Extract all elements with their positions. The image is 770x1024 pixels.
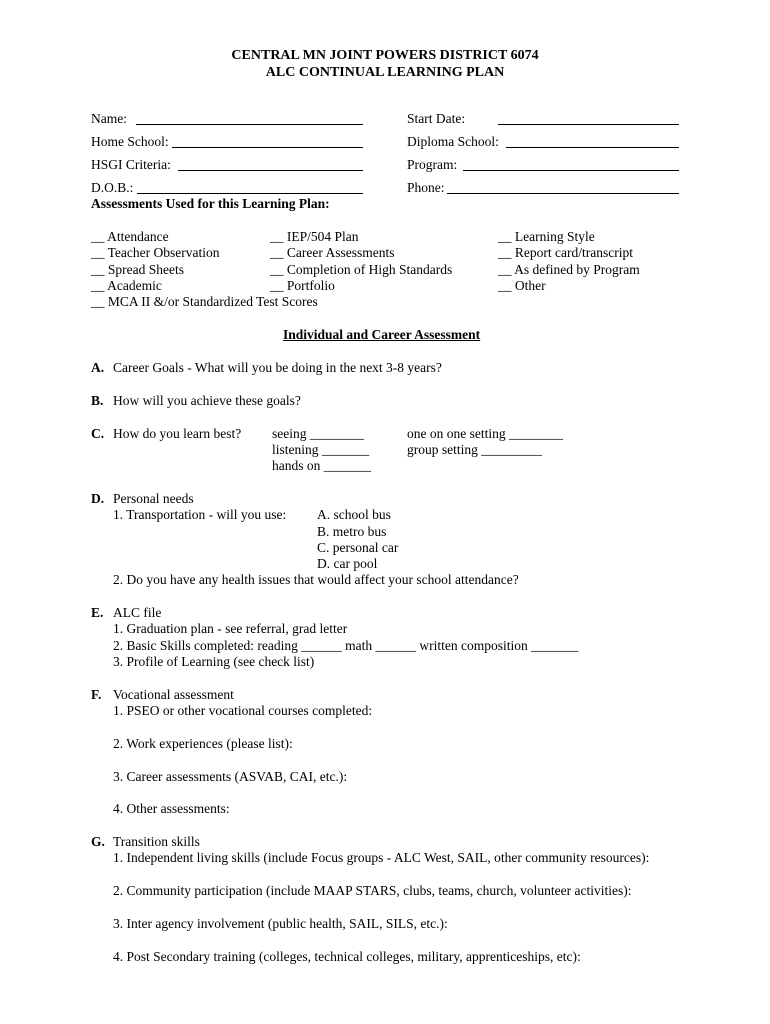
dob-field[interactable] — [137, 193, 363, 194]
item-e-letter: E. — [91, 605, 104, 620]
item-g3: 3. Inter agency involvement (public health, SAIL, SILS, etc.): — [113, 916, 448, 931]
diploma-school-label: Diploma School: — [407, 134, 499, 149]
document-title: CENTRAL MN JOINT POWERS DISTRICT 6074 — [231, 48, 539, 63]
assessments-heading: Assessments Used for this Learning Plan: — [91, 196, 330, 211]
item-f2: 2. Work experiences (please list): — [113, 736, 293, 751]
item-g-text: Transition skills — [113, 834, 200, 849]
transport-option-a: A. school bus — [317, 507, 391, 522]
program-label: Program: — [407, 157, 458, 172]
hsgi-label: HSGI Criteria: — [91, 157, 171, 172]
checkbox-iep-504[interactable]: __ IEP/504 Plan — [270, 229, 359, 244]
name-field[interactable] — [136, 124, 363, 125]
item-e1: 1. Graduation plan - see referral, grad letter — [113, 621, 348, 636]
dob-label: D.O.B.: — [91, 180, 134, 195]
item-f3: 3. Career assessments (ASVAB, CAI, etc.): — [113, 769, 348, 784]
transport-option-d: D. car pool — [317, 556, 378, 571]
learn-seeing[interactable]: seeing ________ — [272, 426, 364, 441]
transport-option-c: C. personal car — [317, 540, 399, 555]
item-f-letter: F. — [91, 687, 102, 702]
item-g1: 1. Independent living skills (include Focus groups - ALC West, SAIL, other community resources): — [113, 850, 650, 865]
learn-one-on-one[interactable]: one on one setting ________ — [407, 426, 563, 441]
checkbox-defined-by-program[interactable]: __ As defined by Program — [498, 262, 640, 277]
item-g-letter: G. — [91, 834, 105, 849]
learn-hands-on[interactable]: hands on _______ — [272, 458, 371, 473]
item-d-letter: D. — [91, 491, 105, 506]
name-label: Name: — [91, 111, 127, 126]
phone-field[interactable] — [447, 193, 679, 194]
item-d-text: Personal needs — [113, 491, 194, 506]
transport-option-b: B. metro bus — [317, 524, 387, 539]
section-heading: Individual and Career Assessment — [283, 327, 481, 342]
document-subtitle: ALC CONTINUAL LEARNING PLAN — [265, 65, 505, 80]
checkbox-report-card[interactable]: __ Report card/transcript — [498, 245, 633, 260]
item-d2: 2. Do you have any health issues that would affect your school attendance? — [113, 572, 519, 587]
item-e3: 3. Profile of Learning (see check list) — [113, 654, 315, 669]
item-f4: 4. Other assessments: — [113, 801, 230, 816]
checkbox-learning-style[interactable]: __ Learning Style — [498, 229, 595, 244]
checkbox-other[interactable]: __ Other — [498, 278, 546, 293]
checkbox-portfolio[interactable]: __ Portfolio — [270, 278, 335, 293]
checkbox-attendance[interactable]: __ Attendance — [91, 229, 169, 244]
item-d1: 1. Transportation - will you use: — [113, 507, 287, 522]
learn-listening[interactable]: listening _______ — [272, 442, 370, 457]
item-c-text: How do you learn best? — [113, 426, 242, 441]
checkbox-career-assessments[interactable]: __ Career Assessments — [270, 245, 395, 260]
item-f1: 1. PSEO or other vocational courses completed: — [113, 703, 373, 718]
home-school-field[interactable] — [172, 147, 363, 148]
checkbox-mca-ii[interactable]: __ MCA II &/or Standardized Test Scores — [91, 294, 318, 309]
item-e2: 2. Basic Skills completed: reading ______ math ______ written composition _______ — [113, 638, 579, 653]
item-e-text: ALC file — [113, 605, 162, 620]
checkbox-academic[interactable]: __ Academic — [91, 278, 162, 293]
item-a-letter: A. — [91, 360, 105, 375]
program-field[interactable] — [463, 170, 679, 171]
diploma-school-field[interactable] — [506, 147, 679, 148]
item-a-text: Career Goals - What will you be doing in the next 3-8 years? — [113, 360, 442, 375]
checkbox-spread-sheets[interactable]: __ Spread Sheets — [91, 262, 184, 277]
item-b-text: How will you achieve these goals? — [113, 393, 301, 408]
checkbox-high-standards[interactable]: __ Completion of High Standards — [270, 262, 453, 277]
item-c-letter: C. — [91, 426, 105, 441]
item-g2: 2. Community participation (include MAAP STARS, clubs, teams, church, volunteer activities): — [113, 883, 632, 898]
start-date-field[interactable] — [498, 124, 679, 125]
item-g4: 4. Post Secondary training (colleges, technical colleges, military, apprenticeships, etc): — [113, 949, 581, 964]
learn-group[interactable]: group setting _________ — [407, 442, 542, 457]
hsgi-field[interactable] — [178, 170, 363, 171]
item-b-letter: B. — [91, 393, 104, 408]
phone-label: Phone: — [407, 180, 445, 195]
item-f-text: Vocational assessment — [113, 687, 234, 702]
checkbox-teacher-observation[interactable]: __ Teacher Observation — [91, 245, 220, 260]
start-date-label: Start Date: — [407, 111, 466, 126]
home-school-label: Home School: — [91, 134, 169, 149]
